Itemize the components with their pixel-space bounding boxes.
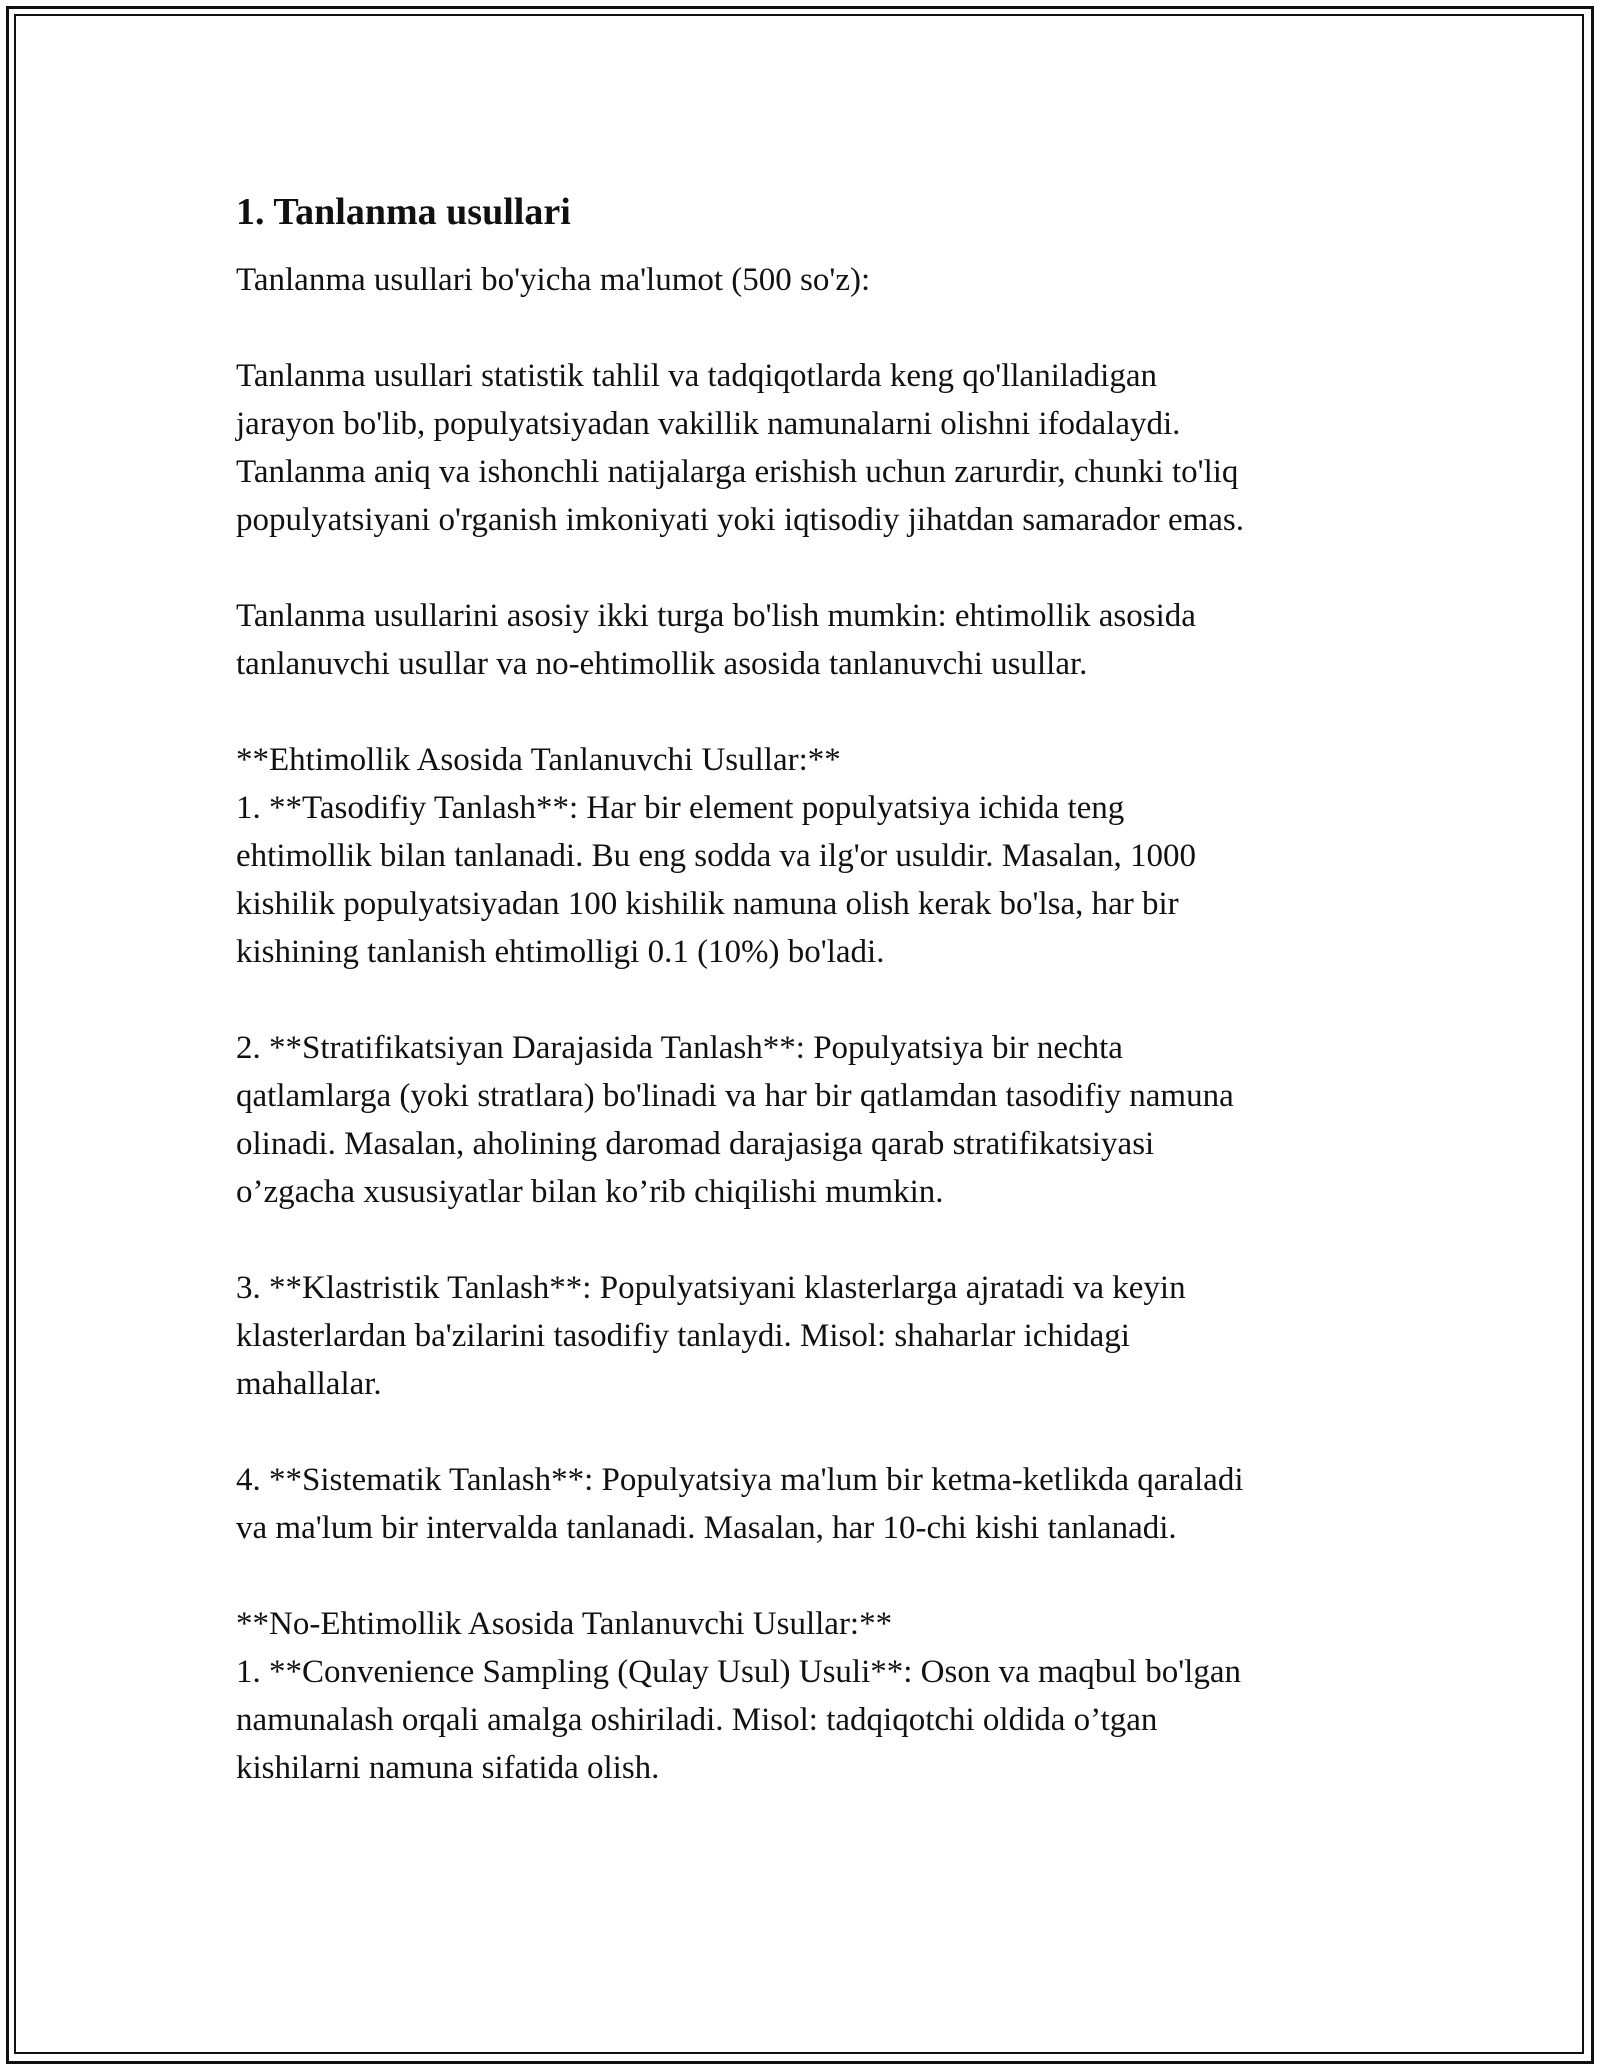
text-line: o’zgacha xususiyatlar bilan ko’rib chiqilishi mumkin. xyxy=(236,1174,944,1210)
paragraph xyxy=(236,1264,1376,1408)
text-line: Tanlanma aniq va ishonchli natijalarga erishish uchun zarurdir, chunki to'liq xyxy=(236,454,1239,490)
text-line: ehtimollik bilan tanlanadi. Bu eng sodda va ilg'or usuldir. Masalan, 1000 xyxy=(236,838,1197,874)
paragraph xyxy=(236,1024,1376,1216)
paragraph xyxy=(236,736,1376,976)
text-line: olinadi. Masalan, aholining daromad darajasiga qarab stratifikatsiyasi xyxy=(236,1126,1155,1162)
text-line: **No-Ehtimollik Asosida Tanlanuvchi Usullar:** xyxy=(236,1606,893,1642)
paragraph xyxy=(236,256,1376,304)
text-line: mahallalar. xyxy=(236,1366,382,1402)
document-body xyxy=(236,188,1376,1792)
text-line: 1. **Tasodifiy Tanlash**: Har bir element populyatsiya ichida teng xyxy=(236,790,1125,826)
text-line: kishilarni namuna sifatida olish. xyxy=(236,1750,660,1786)
text-line: klasterlardan ba'zilarini tasodifiy tanlaydi. Misol: shaharlar ichidagi xyxy=(236,1318,1130,1354)
text-line: namunalash orqali amalga oshiriladi. Misol: tadqiqotchi oldida o’tgan xyxy=(236,1702,1158,1738)
paragraph xyxy=(236,592,1376,688)
text-line: 2. **Stratifikatsiyan Darajasida Tanlash**: Populyatsiya bir nechta xyxy=(236,1030,1123,1066)
paragraph-list xyxy=(236,256,1376,1792)
text-line: Tanlanma usullari statistik tahlil va tadqiqotlarda keng qo'llaniladigan xyxy=(236,358,1157,394)
text-line: populyatsiyani o'rganish imkoniyati yoki iqtisodiy jihatdan samarador emas. xyxy=(236,502,1245,538)
text-line: 3. **Klastristik Tanlash**: Populyatsiyani klasterlarga ajratadi va keyin xyxy=(236,1270,1186,1306)
text-line: qatlamlarga (yoki stratlara) bo'linadi va har bir qatlamdan tasodifiy namuna xyxy=(236,1078,1234,1114)
paragraph xyxy=(236,1600,1376,1792)
text-line: Tanlanma usullarini asosiy ikki turga bo'lish mumkin: ehtimollik asosida xyxy=(236,598,1196,634)
text-line: va ma'lum bir intervalda tanlanadi. Masalan, har 10-chi kishi tanlanadi. xyxy=(236,1510,1177,1546)
text-line: **Ehtimollik Asosida Tanlanuvchi Usullar:** xyxy=(236,742,841,778)
text-line: 1. **Convenience Sampling (Qulay Usul) Usuli**: Oson va maqbul bo'lgan xyxy=(236,1654,1241,1690)
text-line: 4. **Sistematik Tanlash**: Populyatsiya ma'lum bir ketma-ketlikda qaraladi xyxy=(236,1462,1244,1498)
text-line: kishining tanlanish ehtimolligi 0.1 (10%) bo'ladi. xyxy=(236,934,885,970)
section-heading: 1. Tanlanma usullari xyxy=(236,191,571,233)
text-line: tanlanuvchi usullar va no-ehtimollik asosida tanlanuvchi usullar. xyxy=(236,646,1088,682)
paragraph xyxy=(236,352,1376,544)
text-line: kishilik populyatsiyadan 100 kishilik namuna olish kerak bo'lsa, har bir xyxy=(236,886,1179,922)
text-line: jarayon bo'lib, populyatsiyadan vakillik namunalarni olishni ifodalaydi. xyxy=(236,406,1181,442)
paragraph xyxy=(236,1456,1376,1552)
text-line: Tanlanma usullari bo'yicha ma'lumot (500 so'z): xyxy=(236,262,871,298)
